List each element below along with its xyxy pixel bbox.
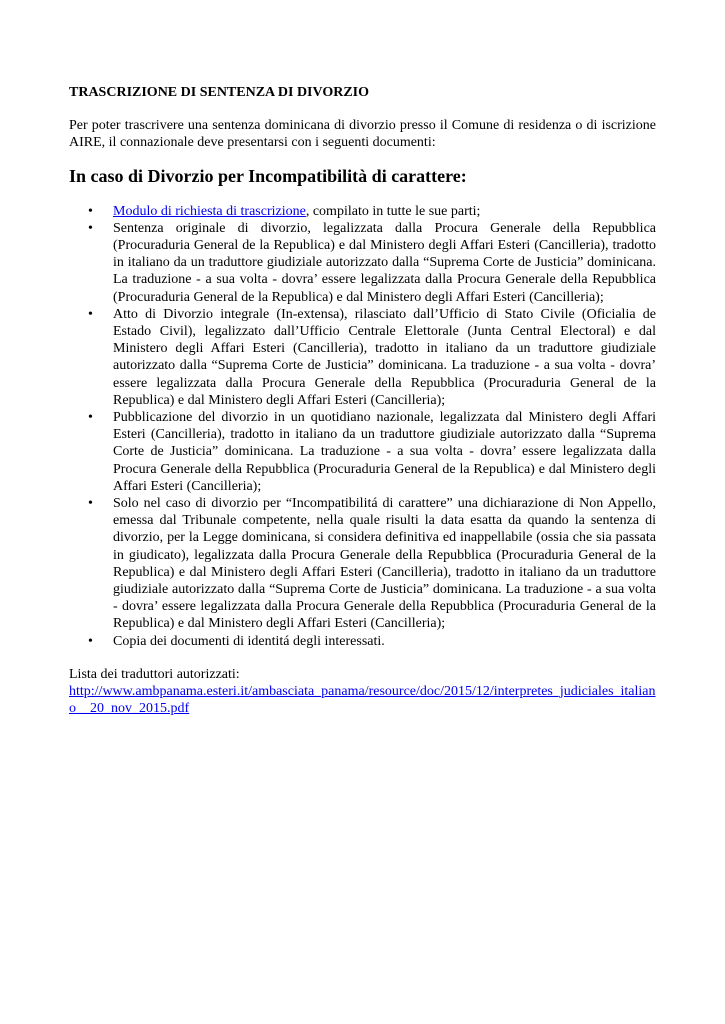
list-item-text: Solo nel caso di divorzio per “Incompatibilitá di carattere” una dichiarazione di Non Appello, emessa dal Tribunale competente, nella quale risulti la data esatta da quando la sentenza di divorzio, per la Legge dominicana, si considera definitiva ed inappellabile (ossia che sia passata in giudicato), legalizzata dalla Procura Generale della Repubblica (Procuraduria General de la Republica) e dal Ministero degli Affari Esteri (Cancilleria), tradotto in italiano da un traduttore giudiziale autorizzato dalla “Suprema Corte de Justicia” dominicana. La traduzione - a sua volta - dovra’ essere legalizzata dalla Procura Generale della Repubblica (Procuraduria General de la Republica) e dal Ministero degli Affari Esteri (Cancilleria); [113, 496, 656, 632]
list-item-text: Sentenza originale di divorzio, legalizzata dalla Procura Generale della Repubblica (Procuraduria General de la Republica) e dal Ministero degli Affari Esteri (Cancilleria), tradotto in italiano da un traduttore giudiziale autorizzato dalla “Suprema Corte de Justicia” dominicana. La traduzione - a sua volta - dovra’ essere legalizzata dalla Procura Generale della Repubblica (Procuraduria General de la Republica) e dal Ministero degli Affari Esteri (Cancilleria); [113, 220, 656, 305]
list-item-text: , compilato in tutte le sue parti; [305, 203, 481, 219]
list-item [88, 409, 656, 495]
intro-paragraph: Per poter trascrivere una sentenza dominicana di divorzio presso il Comune di residenza o di iscrizione AIRE, il connazionale deve presentarsi con i seguenti documenti: [69, 118, 656, 151]
translators-list-label: Lista dei traduttori autorizzati: [69, 666, 240, 682]
document-title: TRASCRIZIONE DI SENTENZA DI DIVORZIO [69, 85, 370, 100]
list-item [88, 495, 656, 633]
bullet-icon: • [88, 410, 93, 426]
list-item [88, 633, 656, 650]
request-form-link[interactable]: Modulo di richiesta di trascrizione [113, 203, 306, 219]
list-item-text: Pubblicazione del divorzio in un quotidiano nazionale, legalizzata dal Ministero degli Affari Esteri (Cancilleria), tradotto in italiano da un traduttore giudiziale autorizzato dalla “Suprema Corte de Justicia” dominicana. La traduzione - a sua volta - dovra’ essere legalizzata dalla Procura Generale della Repubblica (Procuraduria General de la Republica) e dal Ministero degli Affari Esteri (Cancilleria); [113, 410, 656, 494]
bullet-icon: • [88, 496, 93, 512]
list-item-text: Atto di Divorzio integrale (In-extensa), rilasciato dall’Ufficio di Stato Civile (Oficialia de Estado Civil), legalizzato dall’Ufficio Centrale Elettorale (Junta Central Electoral) e dal Ministero degli Affari Esteri (Cancilleria), tradotto in italiano da un traduttore giudiziale autorizzato dalla “Suprema Corte de Justicia” dominicana. La traduzione - a sua volta - dovra’ essere legalizzata dalla Procura Generale della Repubblica (Procuraduria General de la Republica) e dal Ministero degli Affari Esteri (Cancilleria); [113, 306, 656, 408]
list-item [88, 306, 656, 409]
translators-list-link[interactable]: http://www.ambpanama.esteri.it/ambasciata_panama/resource/doc/2015/12/interpretes_judiciales_italiano__20_nov_2015.pdf [69, 684, 656, 717]
document-page [69, 84, 656, 718]
list-item-text: Copia dei documenti di identitá degli interessati. [113, 633, 385, 649]
bullet-icon: • [88, 203, 93, 219]
bullet-icon: • [88, 633, 93, 649]
list-item [88, 203, 656, 220]
bullet-icon: • [88, 220, 93, 236]
bullet-icon: • [88, 306, 93, 322]
list-item [88, 220, 656, 306]
required-documents-list [69, 203, 656, 650]
section-heading: In caso di Divorzio per Incompatibilità di carattere: [69, 165, 467, 186]
